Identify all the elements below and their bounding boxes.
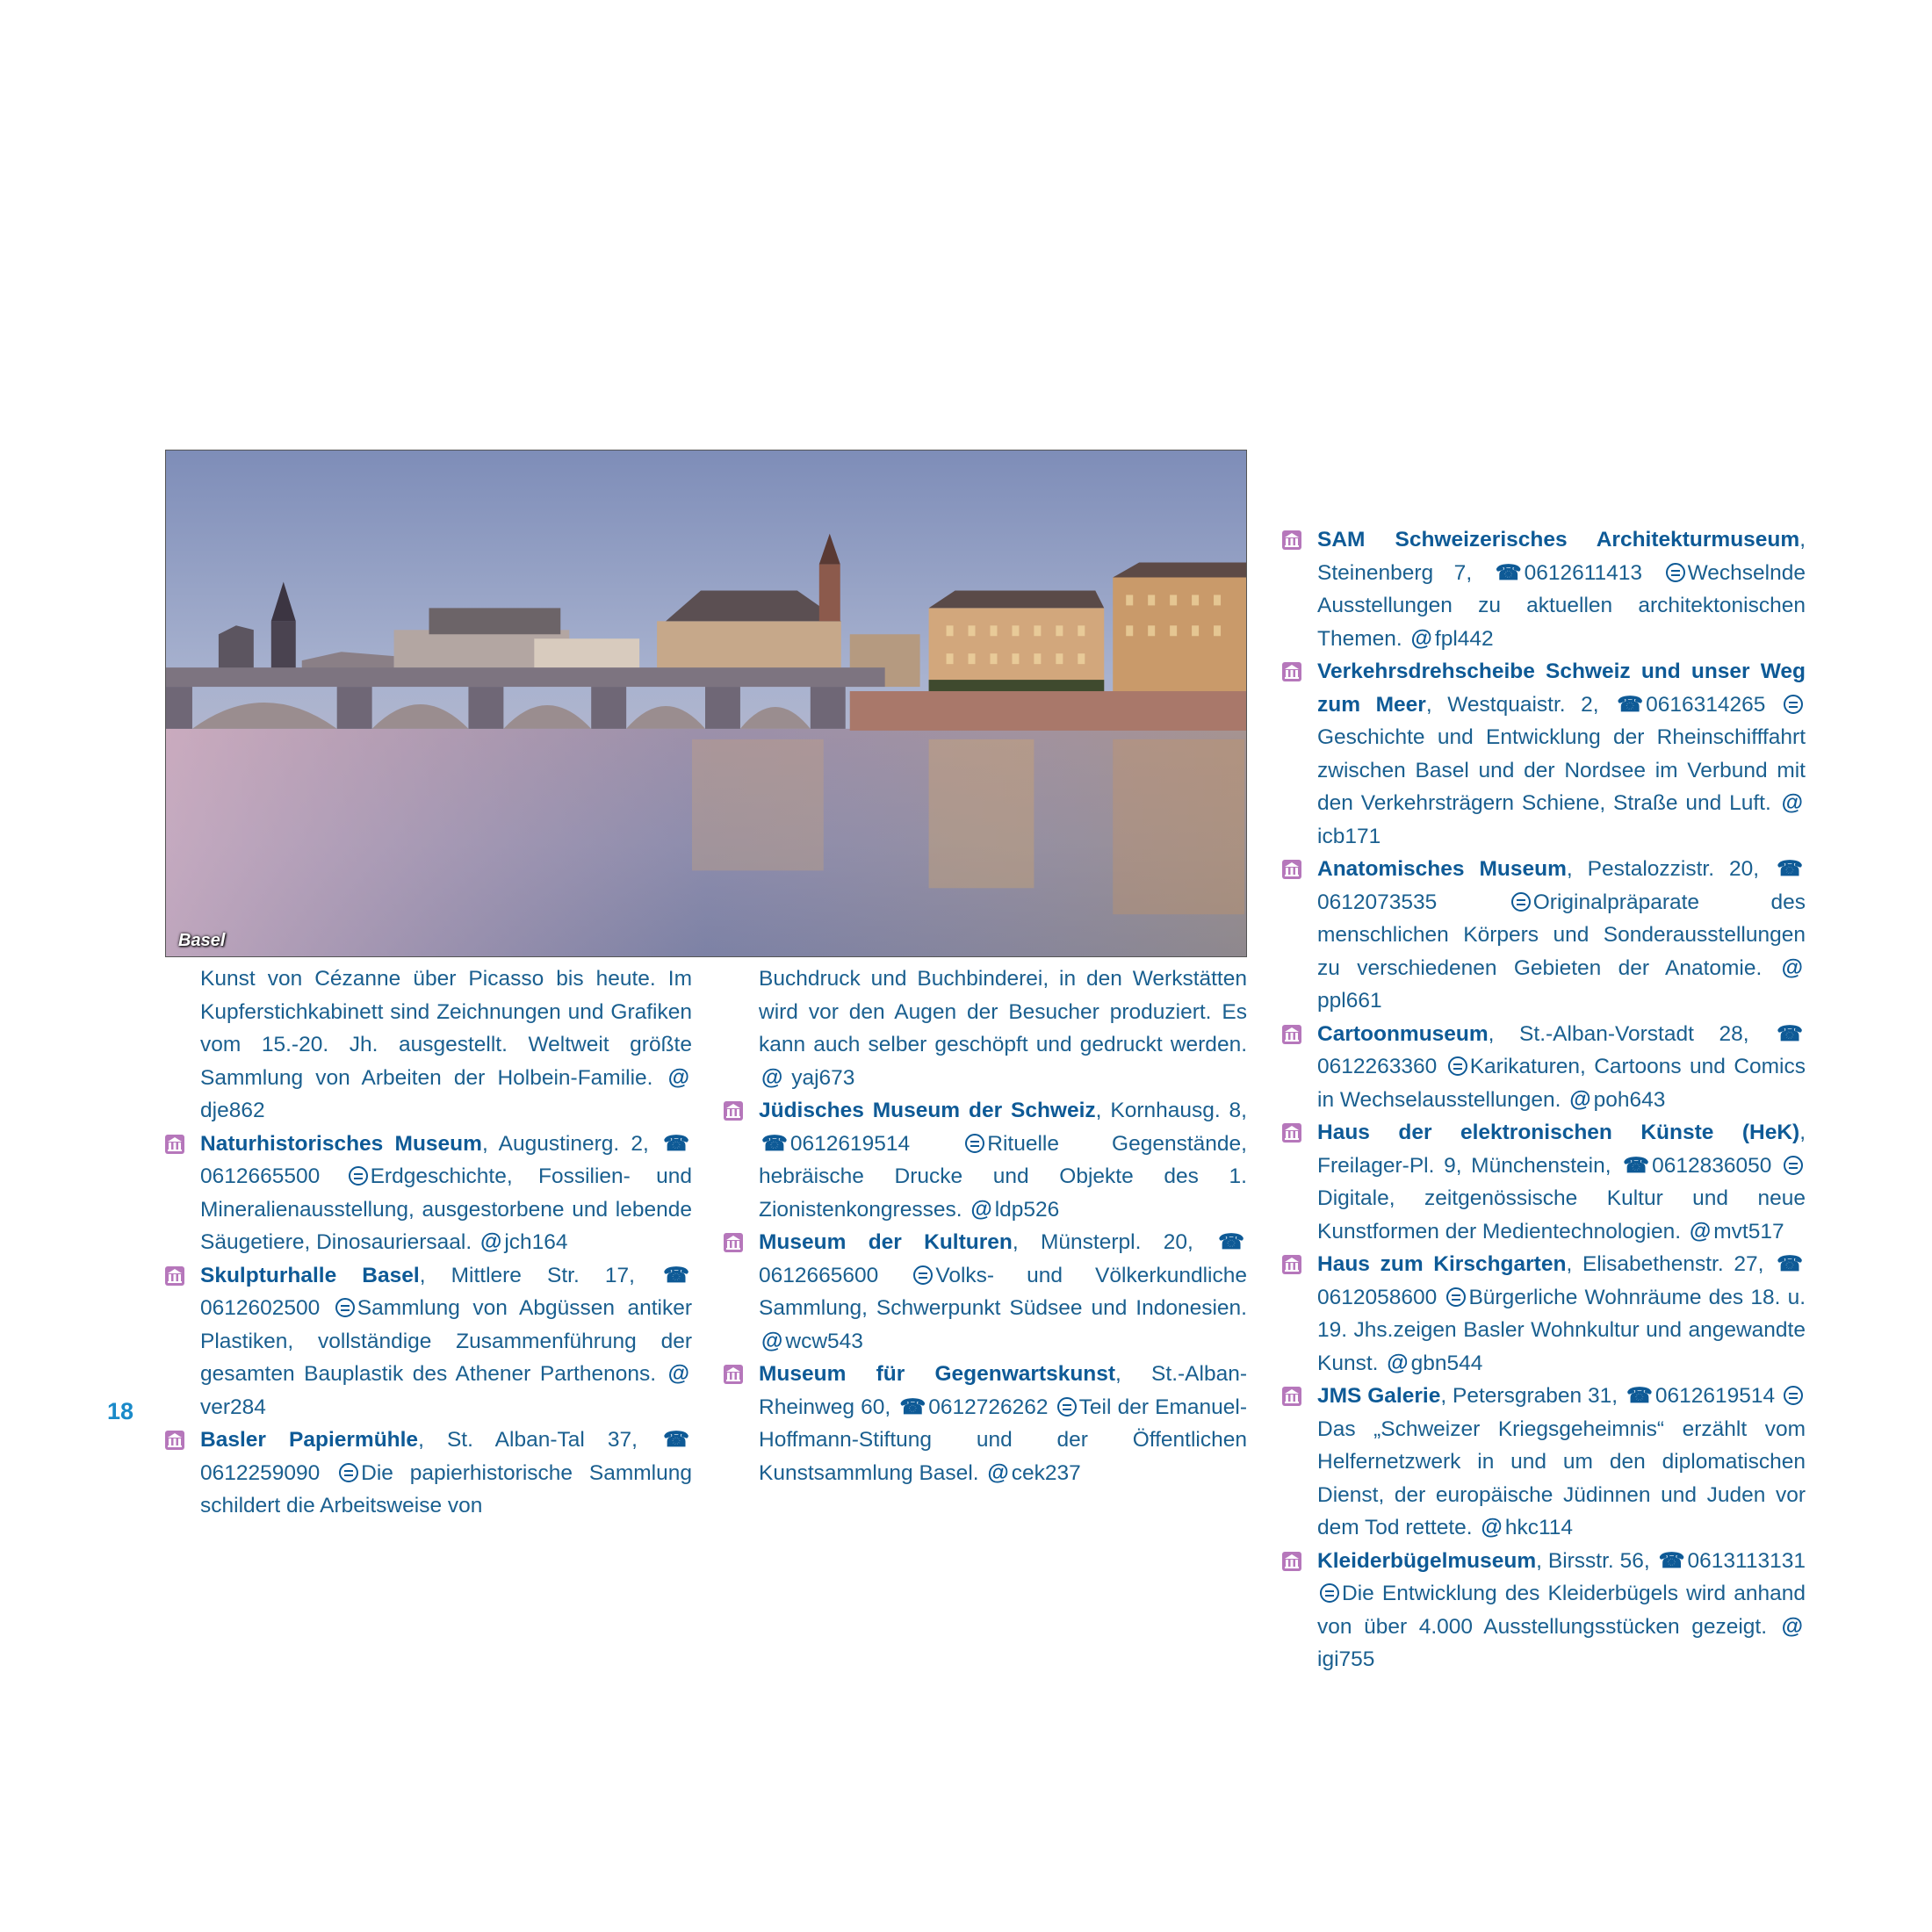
museum-name: Haus der elektronischen Künste (HeK)	[1317, 1121, 1800, 1144]
continued-entry	[165, 962, 692, 1128]
museum-icon	[724, 1233, 743, 1252]
museum-address: , Pestalozzistr. 20,	[1566, 857, 1775, 881]
web-code-icon: @	[987, 1460, 1009, 1485]
entry-description: Kunst von Cézanne über Picasso bis heute. Im Kupferstichkabinett sind Zeichnungen und Grafiken vom 15.-20. Jh. ausgestellt. Weltweit größte Sammlung von Arbeiten der Holbein-Familie.	[200, 967, 692, 1090]
museum-name: Anatomisches Museum	[1317, 857, 1567, 881]
museum-name: Museum für Gegenwartskunst	[759, 1362, 1116, 1386]
phone-icon: ☎	[899, 1395, 926, 1419]
phone-icon: ☎	[1495, 560, 1522, 585]
museum-address: , Münsterpl. 20,	[1012, 1230, 1216, 1254]
info-icon	[1784, 695, 1803, 714]
phone-icon: ☎	[1777, 857, 1803, 881]
museum-entry	[1282, 1018, 1806, 1117]
museum-entry	[1282, 1116, 1806, 1248]
info-icon	[1784, 1386, 1803, 1405]
column-left	[165, 962, 692, 1523]
museum-name: Kleiderbügelmuseum	[1317, 1548, 1537, 1573]
phone-number: 0612836050	[1652, 1153, 1772, 1178]
museum-entry	[165, 1128, 692, 1259]
web-code: hkc114	[1504, 1516, 1573, 1539]
web-code: ldp526	[994, 1197, 1060, 1222]
museum-icon	[1282, 1255, 1301, 1274]
basel-panorama-image	[166, 451, 1246, 956]
web-code-icon: @	[1781, 1613, 1803, 1639]
phone-icon: ☎	[1658, 1548, 1685, 1573]
museum-address: , Freilager-Pl. 9, Münchenstein,	[1317, 1121, 1806, 1178]
info-icon	[965, 1134, 984, 1153]
web-code-icon: @	[761, 1328, 783, 1353]
web-code-icon: @	[1481, 1515, 1503, 1539]
entry-description: Digitale, zeitgenössische Kultur und neue Kunstformen der Medientechnologien.	[1317, 1186, 1806, 1244]
museum-address: , Petersgraben 31,	[1440, 1384, 1624, 1408]
entry-description: Das „Schweizer Kriegsgeheimnis“ erzählt vom Helfernetzwerk in und um den diplomatischen Dienst, der europäische Jüdinnen und Juden vor dem Tod rettete.	[1317, 1417, 1806, 1539]
phone-number: 0612058600	[1317, 1285, 1438, 1309]
phone-number: 0616314265	[1646, 692, 1766, 717]
phone-number: 0613113131	[1687, 1548, 1806, 1573]
phone-number: 0612726262	[928, 1395, 1049, 1419]
museum-icon	[1282, 1123, 1301, 1143]
web-code-icon: @	[667, 1064, 689, 1090]
entry-description: Originalpräparate des menschlichen Körpers und Sonderausstellungen zu verschiedenen Gebieten der Anatomie.	[1317, 890, 1806, 980]
phone-number: 0612259090	[200, 1460, 321, 1485]
web-code: ppl661	[1317, 989, 1382, 1013]
info-icon	[339, 1463, 358, 1482]
entry-description: Wechselnde Ausstellungen zu aktuellen architektonischen Themen.	[1317, 560, 1806, 651]
museum-entry	[165, 1424, 692, 1523]
museum-address: , Kornhausg. 8,	[1095, 1099, 1247, 1122]
museum-name: Skulpturhalle Basel	[200, 1263, 420, 1287]
entry-description: Bürgerliche Wohnräume des 18. u. 19. Jhs.zeigen Basler Wohnkultur und angewandte Kunst.	[1317, 1285, 1806, 1375]
web-code-icon: @	[1689, 1218, 1712, 1244]
page-number: 18	[107, 1398, 134, 1424]
phone-icon: ☎	[761, 1131, 788, 1156]
web-code-icon: @	[479, 1229, 502, 1254]
phone-icon: ☎	[1777, 1252, 1804, 1276]
museum-name: Cartoonmuseum	[1317, 1021, 1489, 1046]
museum-address: , Westquaistr. 2,	[1425, 692, 1615, 717]
museum-icon	[165, 1266, 184, 1286]
phone-number: 0612602500	[200, 1296, 321, 1320]
entry-description: Die Entwicklung des Kleiderbügels wird anhand von über 4.000 Ausstellungsstücken gezeigt.	[1317, 1582, 1806, 1639]
web-code: poh643	[1593, 1087, 1666, 1112]
museum-entry	[1282, 523, 1806, 655]
museum-icon	[165, 1135, 184, 1154]
info-icon	[1511, 892, 1531, 912]
museum-name: Basler Papiermühle	[200, 1428, 419, 1452]
web-code: igi755	[1317, 1647, 1375, 1671]
web-code: yaj673	[791, 1065, 855, 1090]
museum-entry	[1282, 1545, 1806, 1676]
phone-icon: ☎	[1626, 1384, 1653, 1408]
museum-icon	[165, 1431, 184, 1450]
phone-number: 0612619514	[789, 1131, 911, 1156]
web-code: icb171	[1317, 824, 1381, 848]
museum-entry	[724, 1226, 1247, 1358]
phone-icon: ☎	[663, 1263, 689, 1287]
museum-address: , St.-Alban-Vorstadt 28,	[1488, 1021, 1775, 1046]
entry-description: Erdgeschichte, Fossilien- und Mineralienausstellung, ausgestorbene und lebende Säugetiere, Dinosauriersaal.	[200, 1164, 692, 1254]
museum-name: SAM Schweizerisches Architekturmuseum	[1317, 528, 1800, 551]
museum-name: Naturhistorisches Museum	[200, 1131, 482, 1156]
web-code: mvt517	[1713, 1219, 1784, 1244]
museum-icon	[1282, 1025, 1301, 1044]
museum-address: , Elisabethenstr. 27,	[1566, 1252, 1775, 1276]
museum-entry	[1282, 1380, 1806, 1545]
web-code-icon: @	[667, 1361, 690, 1386]
museum-icon	[1282, 1387, 1301, 1406]
museum-entry	[1282, 655, 1806, 853]
museum-entry	[724, 1358, 1247, 1489]
web-code-icon: @	[1781, 790, 1804, 815]
museum-icon	[1282, 1552, 1301, 1571]
info-icon	[1320, 1583, 1339, 1603]
museum-entry	[1282, 853, 1806, 1018]
web-code: fpl442	[1434, 626, 1494, 651]
museum-icon	[724, 1101, 743, 1121]
web-code: ver284	[200, 1395, 266, 1419]
museum-name: JMS Galerie	[1317, 1384, 1441, 1408]
column-middle	[724, 962, 1247, 1489]
phone-number: 0612619514	[1654, 1384, 1776, 1408]
museum-name: Verkehrsdrehscheibe Schweiz und unser Weg zum Meer	[1317, 660, 1806, 717]
phone-icon: ☎	[663, 1131, 690, 1156]
museum-address: , Augustinerg. 2,	[481, 1131, 661, 1156]
entry-description: Rituelle Gegenstände, hebräische Drucke und Objekte des 1. Zionistenkongresses.	[759, 1131, 1247, 1222]
entry-description: Buchdruck und Buchbinderei, in den Werkstätten wird vor den Augen der Besucher produziert. Es kann auch selber geschöpft und gedruckt werden.	[759, 967, 1247, 1056]
phone-icon: ☎	[1623, 1153, 1650, 1178]
info-icon	[1448, 1056, 1467, 1076]
web-code-icon: @	[1781, 955, 1804, 980]
museum-address: , St. Alban-Tal 37,	[418, 1428, 661, 1452]
info-icon	[1057, 1397, 1077, 1417]
entry-description: Geschichte und Entwicklung der Rheinschifffahrt zwischen Basel und der Nordsee im Verbund mit den Verkehrsträgern Schiene, Straße und Luft.	[1317, 725, 1806, 815]
entry-description: Teil der Emanuel-Hoffmann-Stiftung und der Öffentlichen Kunstsammlung Basel.	[759, 1395, 1247, 1485]
museum-name: Haus zum Kirschgarten	[1317, 1252, 1567, 1276]
museum-entry	[1282, 1248, 1806, 1380]
museum-icon	[724, 1365, 743, 1384]
museum-name: Jüdisches Museum der Schweiz	[759, 1099, 1096, 1122]
info-icon	[1666, 563, 1685, 582]
museum-icon	[1282, 530, 1301, 550]
web-code: cek237	[1011, 1460, 1081, 1485]
museum-name: Museum der Kulturen	[759, 1230, 1013, 1254]
phone-number: 0612611413	[1524, 560, 1643, 585]
info-icon	[913, 1265, 933, 1285]
web-code: wcw543	[785, 1329, 863, 1353]
column-right	[1282, 523, 1806, 1676]
web-code: dje862	[200, 1099, 265, 1122]
museum-address: , Mittlere Str. 17,	[419, 1263, 661, 1287]
museum-entry	[165, 1259, 692, 1424]
museum-entry	[724, 1094, 1247, 1226]
phone-icon: ☎	[1218, 1230, 1244, 1254]
web-code-icon: @	[970, 1196, 992, 1222]
web-code-icon: @	[1569, 1086, 1591, 1112]
phone-number: 0612263360	[1317, 1055, 1438, 1078]
entry-description: Die papierhistorische Sammlung schildert die Arbeitsweise von	[200, 1460, 692, 1517]
phone-icon: ☎	[1777, 1021, 1803, 1046]
phone-number: 0612665500	[200, 1164, 321, 1188]
museum-address: , St.-Alban-Rheinweg 60,	[759, 1362, 1247, 1419]
phone-number: 0612073535	[1317, 890, 1438, 914]
web-code: gbn544	[1410, 1351, 1483, 1375]
info-icon	[349, 1166, 368, 1186]
entry-description: Karikaturen, Cartoons und Comics in Wechselausstellungen.	[1317, 1055, 1806, 1112]
phone-icon: ☎	[1617, 692, 1644, 717]
info-icon	[1784, 1156, 1803, 1175]
photo-caption: Basel	[178, 931, 226, 950]
entry-description: Sammlung von Abgüssen antiker Plastiken, vollständige Zusammenführung der gesamten Bauplastik des Athener Parthenons.	[200, 1296, 692, 1386]
web-code-icon: @	[761, 1064, 783, 1090]
info-icon	[1446, 1287, 1466, 1307]
museum-icon	[1282, 860, 1301, 879]
continued-entry	[724, 962, 1247, 1094]
museum-icon	[1282, 662, 1301, 681]
web-code: jch164	[504, 1230, 568, 1254]
web-code-icon: @	[1410, 625, 1432, 651]
basel-photo	[165, 450, 1247, 957]
phone-icon: ☎	[663, 1428, 689, 1452]
web-code-icon: @	[1387, 1350, 1409, 1375]
info-icon	[335, 1298, 355, 1317]
phone-number: 0612665600	[759, 1263, 879, 1287]
museum-address: , Birsstr. 56,	[1536, 1548, 1656, 1573]
museum-address: , Steinenberg 7,	[1317, 528, 1806, 585]
entry-description: Volks- und Völkerkundliche Sammlung, Schwerpunkt Südsee und Indonesien.	[759, 1263, 1247, 1320]
